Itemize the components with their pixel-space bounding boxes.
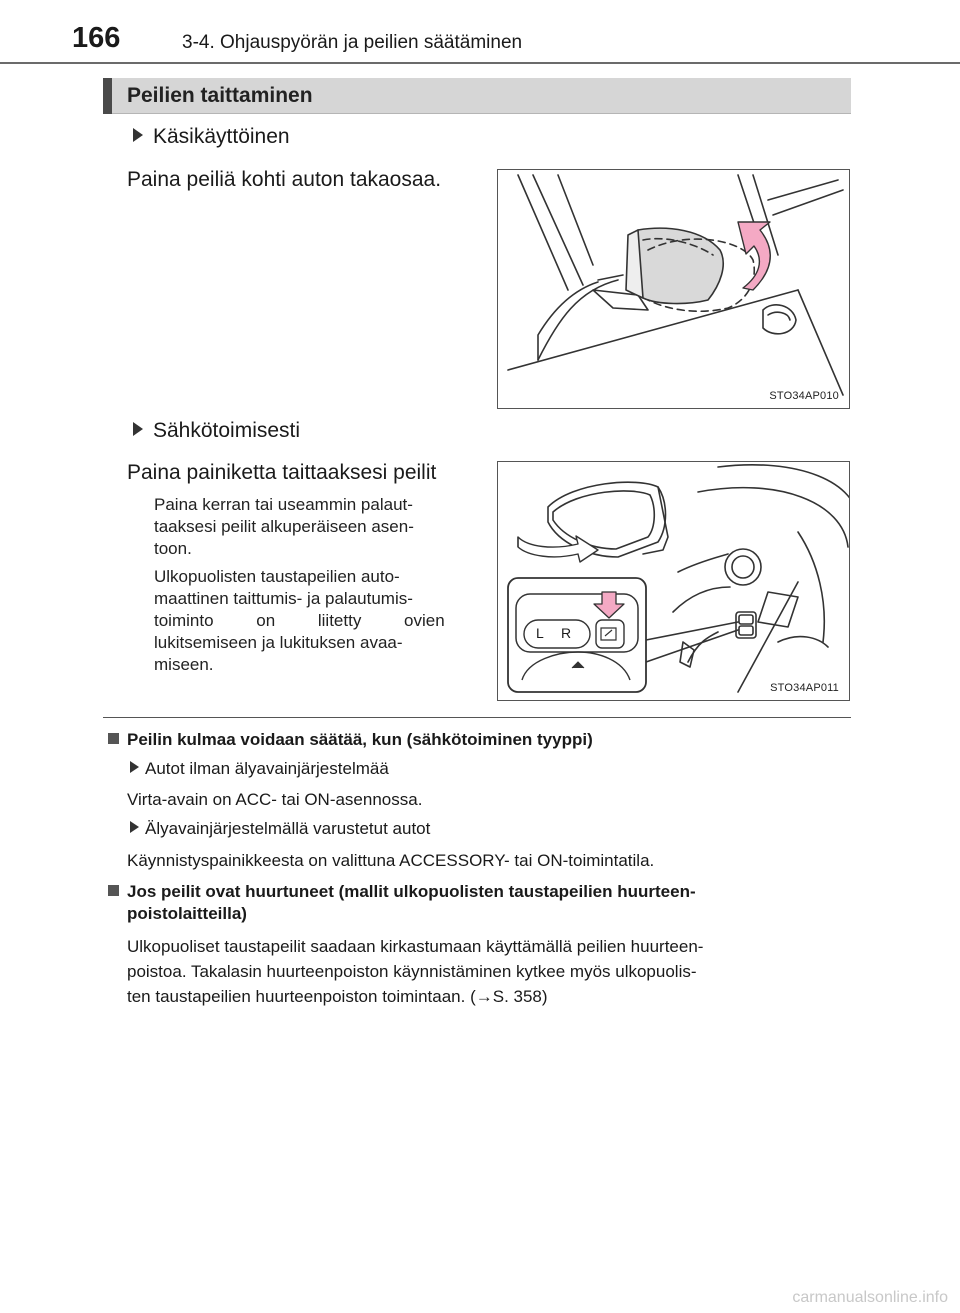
header-divider [0,62,960,64]
mirror-fold-illustration [498,170,850,409]
triangle-bullet-icon [130,821,139,833]
triangle-bullet-icon [133,422,143,436]
triangle-bullet-icon [133,128,143,142]
manual-heading: Käsikäyttöinen [133,125,290,149]
fold-switch-illustration [498,462,850,701]
defog-note-text: Ulkopuoliset taustapeilit saadaan kirkastumaan käyttämällä peilien huurteen- poistoa. Takalasin huurteenpoiston käynnistäminen kytkee myös ulkopuolis- ten taustapeilien huurteenpoiston toimintaan. (→S. 358) [127,937,704,1006]
electric-heading: Sähkötoimisesti [133,419,300,443]
figure-code: STO34AP011 [770,682,839,694]
triangle-bullet-icon [130,761,139,773]
electric-instruction: Paina painiketta taittaaksesi peilit [127,461,437,484]
page-number: 166 [72,22,121,54]
smart-key-heading: Älyavainjärjestelmällä varustetut autot [130,819,430,839]
figure-code: STO34AP010 [769,390,839,402]
manual-fold-figure [497,169,850,409]
watermark: carmanualsonline.info [792,1289,948,1306]
electric-fold-figure [497,461,850,701]
section-marker [103,78,112,114]
fold-direction-arrow-icon [738,222,770,290]
manual-instruction: Paina peiliä kohti auton takaosaa. [127,168,442,191]
chapter-title: 3-4. Ohjauspyörän ja peilien säätäminen [182,32,523,53]
square-bullet-icon [108,733,119,744]
section-header [103,78,851,114]
electric-note-2: Ulkopuolisten taustapeilien auto- maattinen taittumis- ja palautumis- toiminto on liitetty ovien lukitsemiseen ja lukituksen avaa- miseen. [154,567,445,674]
no-smart-key-heading: Autot ilman älyavainjärjestelmää [130,759,389,779]
electric-note-1: Paina kerran tai useammin palaut- taaksesi peilit alkuperäiseen asen- toon. [154,495,414,558]
smart-key-text: Käynnistyspainikkeesta on valittuna ACCESSORY- tai ON-toimintatila. [127,851,655,870]
defog-note-heading: Jos peilit ovat huurtuneet (mallit ulkopuolisten taustapeilien huurteen- poistolaitteilla) [108,881,853,925]
section-title: Peilien taittaminen [127,84,313,107]
switch-label-right: R [561,625,572,641]
no-smart-key-text: Virta-avain on ACC- tai ON-asennossa. [127,790,423,809]
square-bullet-icon [108,885,119,896]
switch-label-left: L [536,625,544,641]
angle-note-heading: Peilin kulmaa voidaan säätää, kun (sähkötoiminen tyyppi) [108,729,853,751]
section-divider [103,717,851,718]
